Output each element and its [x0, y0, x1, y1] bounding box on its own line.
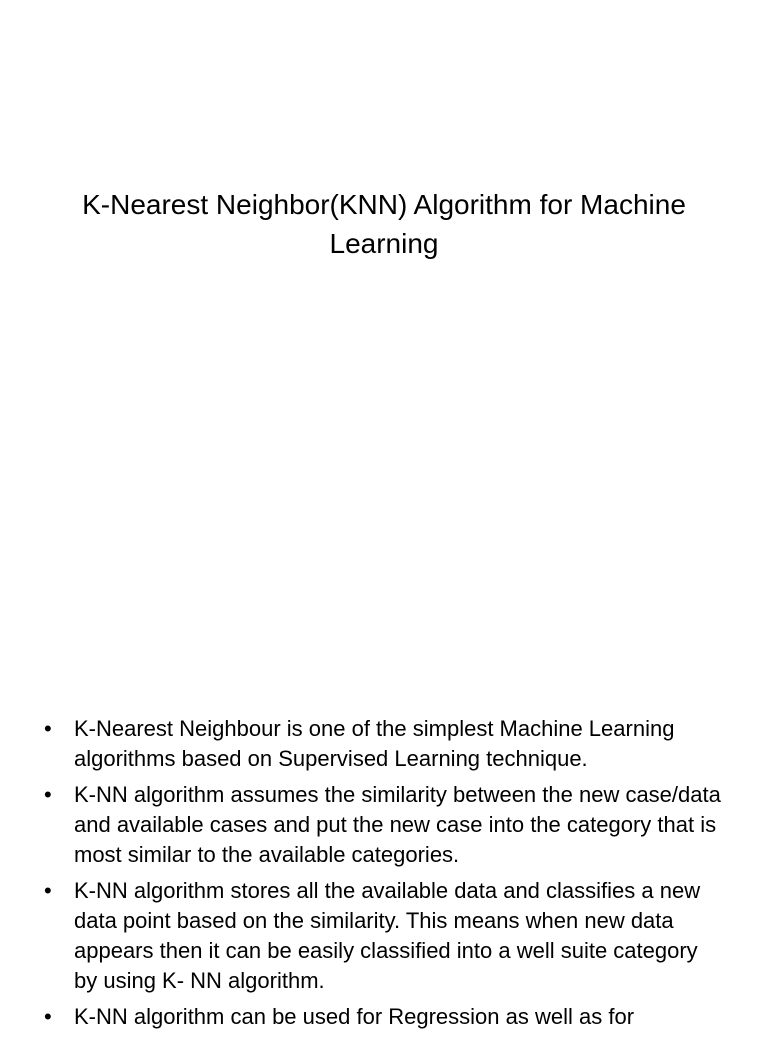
- slide-title: K-Nearest Neighbor(KNN) Algorithm for Machine Learning: [82, 189, 686, 259]
- bullet-icon: •: [44, 1004, 52, 1029]
- bullet-icon: •: [44, 878, 52, 903]
- bullet-icon: •: [44, 782, 52, 807]
- bullet-list: [44, 714, 724, 1038]
- bullet-item: [44, 1002, 724, 1032]
- bullet-item: [44, 780, 724, 870]
- bullet-text: K-Nearest Neighbour is one of the simplest Machine Learning algorithms based on Supervised Learning technique.: [74, 716, 675, 771]
- bullet-icon: •: [44, 716, 52, 741]
- bullet-text: K-NN algorithm stores all the available data and classifies a new data point based on the similarity. This means when new data appears then it can be easily classified into a well suite category by using K- NN algorithm.: [74, 878, 701, 993]
- bullet-text: K-NN algorithm assumes the similarity between the new case/data and available cases and put the new case into the category that is most similar to the available categories.: [74, 782, 721, 867]
- bullet-item: [44, 714, 724, 774]
- bullet-item: [44, 876, 724, 996]
- bullet-text: K-NN algorithm can be used for Regression as well as for: [74, 1004, 635, 1029]
